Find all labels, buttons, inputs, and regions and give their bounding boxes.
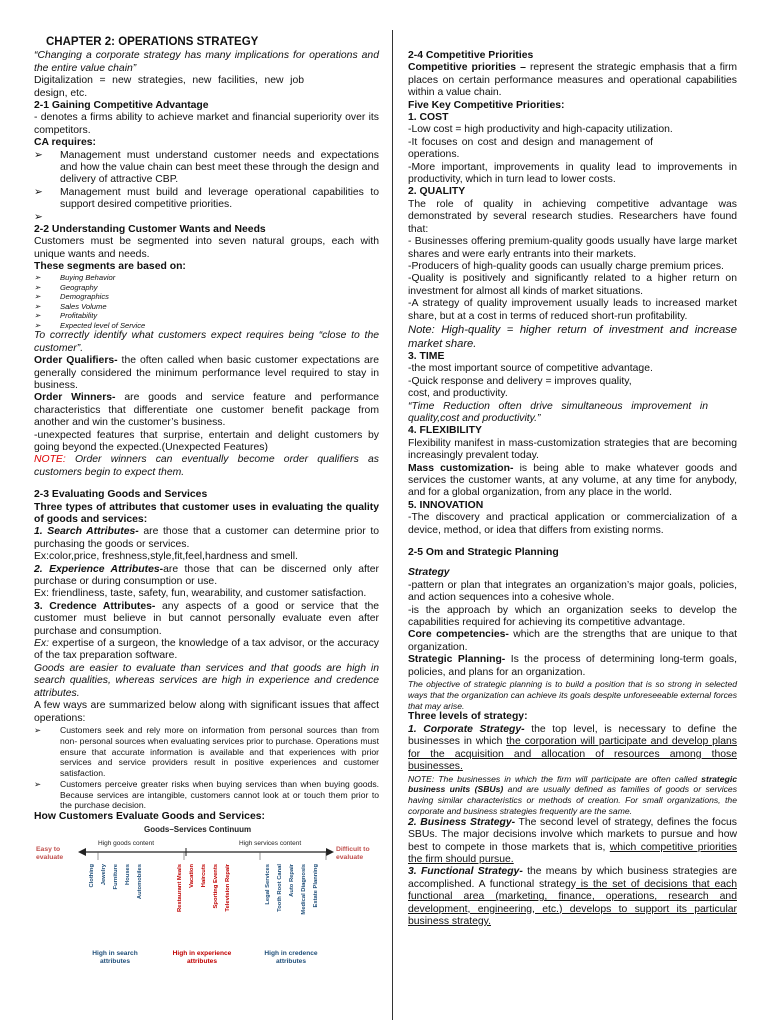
- strategic-planning-text: [408, 654, 737, 679]
- diagram-title: Goods–Services Continuum: [144, 824, 252, 834]
- operations-issues-list: [34, 725, 379, 811]
- corporate-strategy-underlined: the corporation will participate and develop plans for the acquisition and allocation of resources among those businesses.: [408, 736, 737, 773]
- flexibility-text: Flexibility manifest in mass-customization strategies that are becoming increasingly prevalent today.: [408, 437, 737, 462]
- time-line: cost, and productivity.: [408, 388, 508, 400]
- sbu-term: strategic business units (SBUs): [408, 773, 737, 795]
- unexpected-features-text: -unexpected features that surprise, entertain and delight customers by going beyond the expected.(Unexpected Features): [34, 429, 379, 453]
- difficult-to-evaluate-label: Difficult to evaluate: [336, 845, 370, 861]
- ca-requires-label: CA requires:: [34, 137, 96, 149]
- order-qualifiers-term: Order Qualifiers-: [34, 355, 118, 367]
- functional-strategy-term: 3. Functional Strategy-: [408, 866, 523, 878]
- search-attributes-term: 1. Search Attributes-: [34, 526, 139, 538]
- experience-attributes-text: [34, 564, 379, 589]
- right-column: [408, 50, 737, 928]
- core-competencies-text: [408, 629, 737, 654]
- list-item: [34, 212, 379, 224]
- item-label: Jewelry: [101, 863, 107, 885]
- segments-list: [34, 273, 379, 330]
- corporate-strategy-term: 1. Corporate Strategy-: [408, 723, 525, 735]
- quality-title: 2. QUALITY: [408, 186, 466, 198]
- list-item: ➢ Geography: [34, 283, 379, 293]
- item-label: Furniture: [113, 863, 119, 890]
- flexibility-title: 4. FLEXIBILITY: [408, 425, 482, 437]
- order-winners-term: Order Winners-: [34, 392, 116, 404]
- item-label: Auto Repair: [289, 863, 295, 897]
- core-competencies-definition: which are the strengths that are unique to that organization.: [408, 629, 737, 653]
- competitive-priorities-term: Competitive priorities –: [408, 62, 526, 74]
- quality-note: Note: High-quality = higher return of investment and increase market share.: [408, 323, 737, 350]
- high-services-label: High services content: [239, 839, 302, 847]
- section-2-5-title: 2-5 Om and Strategic Planning: [408, 547, 559, 559]
- functional-strategy-text: [408, 866, 737, 928]
- experience-attributes-example: Ex: friendliness, taste, safety, fun, wearability, and customer satisfaction.: [34, 588, 367, 600]
- cost-line: -More important, improvements in quality lead to improvements in productivity, which in turn lead to lower costs.: [408, 161, 737, 186]
- section-2-2-text: Customers must be segmented into seven natural groups, each with unique wants and needs.: [34, 236, 379, 260]
- competitive-priorities-text: [408, 62, 737, 99]
- item-label: Sporting Events: [213, 863, 219, 909]
- chapter-quote: “Changing a corporate strategy has many implications for operations and the entire value chain”: [34, 50, 379, 74]
- section-2-2-title: 2-2 Understanding Customer Wants and Needs: [34, 223, 266, 235]
- segments-title: These segments are based on:: [34, 260, 186, 272]
- business-strategy-definition: The second level of strategy, defines the focus SBUs. The major decisions involve which markets to pursue and how best to compete in those markets that is,: [408, 816, 737, 853]
- digitalization-text: Digitalization = new strategies, new facilities, new job design, etc.: [34, 75, 304, 99]
- mass-customization-term: Mass customization-: [408, 462, 514, 474]
- strategy-line: -pattern or plan that integrates an organization’s major goals, policies, and action sequences into a cohesive whole.: [408, 579, 737, 604]
- ca-requirements-list: [34, 150, 379, 224]
- corporate-strategy-text: [408, 724, 737, 774]
- easy-to-evaluate-label: Easy to evaluate: [36, 845, 64, 861]
- order-qualifiers-text: [34, 355, 379, 392]
- time-line: -Quick response and delivery = improves quality,: [408, 375, 632, 387]
- five-priorities-title: Five Key Competitive Priorities:: [408, 99, 565, 111]
- credence-attributes-definition: any aspects of a good or service that the customer must believe in but cannot personally evaluate even after purchase and consumption.: [34, 600, 380, 637]
- core-competencies-term: Core competencies-: [408, 629, 509, 641]
- section-2-3-title: 2-3 Evaluating Goods and Services: [34, 489, 208, 501]
- item-label: Vacation: [189, 863, 195, 888]
- search-attributes-example: Ex:color,price, freshness,style,fit,feel,hardness and smell.: [34, 551, 298, 563]
- list-item: ➢ Management must understand customer needs and expectations and how the value chain can best meet these through the design and delivery of attractive CBP.: [34, 150, 379, 187]
- order-qualifiers-definition: the often called when basic customer expectations are generally considered the minimum performance level required to stay in business.: [34, 355, 379, 391]
- search-footer: High in search attributes: [92, 949, 138, 965]
- list-item: ➢ Profitability: [34, 311, 379, 321]
- section-2-1-text: - denotes a firms ability to achieve market and financial superiority over its competitors.: [34, 112, 379, 136]
- sbu-note: [408, 774, 737, 817]
- search-attributes-definition: are those that a customer can determine prior to purchasing the goods or services.: [34, 526, 379, 550]
- time-line: -the most important source of competitive advantage.: [408, 363, 653, 375]
- item-label: Houses: [125, 863, 131, 885]
- cost-line: -It focuses on cost and design and management of operations.: [408, 136, 653, 161]
- time-title: 3. TIME: [408, 350, 445, 362]
- quality-line: The role of quality in achieving competitive advantage was demonstrated by several research studies. Researchers have found that:: [408, 198, 737, 235]
- item-label: Medical Diagnosis: [301, 863, 307, 915]
- quality-line: - Businesses offering premium-quality goods usually have large market shares and were early entrants into their markets.: [408, 236, 737, 260]
- time-quote: “Time Reduction often drive simultaneous improvement in quality,cost and productivity.”: [408, 400, 708, 424]
- quality-line: -Quality is positively and significantly related to a higher return on investment for almost all kinds of market situations.: [408, 273, 737, 297]
- list-item: ➢ Management must build and leverage operational capabilities to support desired competitive priorities.: [34, 187, 379, 212]
- list-item: ➢ Expected level of Service: [34, 321, 379, 331]
- item-label: Legal Services: [265, 863, 271, 905]
- goods-services-continuum-diagram: [34, 826, 379, 986]
- item-label: Restaurant Meals: [177, 863, 183, 912]
- note-text: Order winners can eventually become order qualifiers as customers begin to expect them.: [34, 454, 379, 478]
- example-label: Ex:: [34, 638, 50, 650]
- item-label: Automobiles: [137, 863, 143, 899]
- list-item: ➢ Demographics: [34, 292, 379, 302]
- column-divider: [392, 30, 393, 1020]
- credence-attributes-example: [34, 638, 379, 663]
- high-goods-label: High goods content: [98, 839, 155, 847]
- credence-footer: High in credence attributes: [264, 949, 318, 965]
- strategic-planning-objective: The objective of strategic planning is to build a position that is so strong in selected ways that the organization can achieve its goals despite unforeseeable external forces that may arise.: [408, 679, 737, 711]
- competitive-priorities-definition: represent the strategic emphasis that a firm places on certain performance measures and operational capabilities within a value chain.: [408, 62, 737, 99]
- item-label: Tooth Root Canal: [277, 863, 283, 912]
- credence-attributes-text: [34, 601, 379, 638]
- section-2-1-title: 2-1 Gaining Competitive Advantage: [34, 100, 209, 112]
- mass-customization-definition: is being able to make whatever goods and services the customer wants, at any volume, at any time for anybody, and for a global organization, from any place in the world.: [408, 462, 737, 499]
- business-strategy-term: 2. Business Strategy-: [408, 816, 516, 828]
- strategic-planning-definition: Is the process of determining long-term goals, policies, and plans for an organization.: [408, 654, 737, 678]
- experience-footer: High in experience attributes: [172, 949, 232, 965]
- order-winners-note: [34, 454, 379, 479]
- order-winners-definition: are goods and service feature and performance characteristics that differentiate one customer benefit package from another and win the customer’s business.: [34, 392, 379, 429]
- section-2-4-title: 2-4 Competitive Priorities: [408, 50, 534, 61]
- note-label: NOTE:: [34, 454, 66, 466]
- item-label: Estate Planning: [313, 863, 319, 908]
- innovation-title: 5. INNOVATION: [408, 499, 484, 511]
- continuum-arrow: [78, 848, 334, 860]
- functional-strategy-underlined: is the set of decisions that each functional area (marketing, finance, operations, research and development, engineering, etc.) develops to support its particular business strategy.: [408, 878, 737, 927]
- cost-line: -Low cost = high productivity and high-capacity utilization.: [408, 124, 673, 136]
- strategy-line: -is the approach by which an organization seeks to develop the capabilities required for achieving its competitive advantage.: [408, 604, 737, 629]
- section-2-3-intro: Three types of attributes that customer uses in evaluating the quality of goods and services:: [34, 501, 379, 525]
- example-text: expertise of a surgeon, the knowledge of a tax advisor, or the accuracy of the tax preparation software.: [34, 638, 379, 662]
- strategy-title: Strategy: [408, 567, 450, 579]
- item-label: Haircuts: [201, 863, 207, 887]
- three-levels-title: Three levels of strategy:: [408, 711, 528, 723]
- functional-strategy-definition: the means by which business strategies are accomplished. A functional strategy: [408, 866, 737, 890]
- business-strategy-text: [408, 817, 737, 867]
- list-item: ➢ Customers seek and rely more on information from personal sources than from non- personal sources when evaluating services prior to purchase. Operations must ensure that accurate information is available and that experiences with prior services and service providers result in positive experiences and customer satisfaction.: [34, 725, 379, 779]
- few-ways-text: A few ways are summarized below along with significant issues that affect operations:: [34, 700, 379, 724]
- list-item: ➢ Customers perceive greater risks when buying services than when buying goods. Because services are intangible, customers cannot look at or touch them prior to the purchase decision.: [34, 779, 379, 811]
- innovation-text: -The discovery and practical application or commercialization of a device, method, or idea that differs from existing norms.: [408, 512, 737, 536]
- mass-customization-text: [408, 463, 737, 500]
- item-label: Television Repair: [225, 863, 231, 912]
- credence-attributes-term: 3. Credence Attributes-: [34, 600, 156, 612]
- sbu-note-continued: and are usually defined as families of goods or services having similar characteristics or methods of creation. For small organizations, the corporate and business strategies frequently are the same.: [408, 784, 737, 816]
- search-attributes-text: [34, 526, 379, 551]
- experience-attributes-term: 2. Experience Attributes-: [34, 563, 164, 575]
- goods-easier-text: Goods are easier to evaluate than services and that goods are high in search qualities, whereas services are high in experience and credence attributes.: [34, 662, 379, 699]
- list-item: ➢ Sales Volume: [34, 302, 379, 312]
- quality-line: -A strategy of quality improvement usually leads to increased market share, but at a cost in terms of reduced short-run profitability.: [408, 298, 737, 322]
- business-strategy-underlined: which competitive priorities the firm should pursue.: [408, 841, 738, 865]
- corporate-strategy-definition: the top level, is necessary to define the businesses in which: [408, 723, 737, 748]
- sbu-note-text: NOTE: The businesses in which the firm will participate are often called: [408, 773, 702, 784]
- order-winners-text: [34, 392, 379, 429]
- quality-line: -Producers of high-quality goods can usually charge premium prices.: [408, 260, 724, 272]
- left-column: [34, 36, 379, 986]
- close-to-customer-text: To correctly identify what customers expect requires being “close to the customer”.: [34, 330, 379, 354]
- strategic-planning-term: Strategic Planning-: [408, 654, 506, 666]
- chapter-title: CHAPTER 2: OPERATIONS STRATEGY: [46, 36, 259, 48]
- how-customers-evaluate-title: How Customers Evaluate Goods and Services:: [34, 811, 265, 823]
- item-label: Clothing: [89, 863, 95, 888]
- list-item: ➢ Buying Behavior: [34, 273, 379, 283]
- cost-title: 1. COST: [408, 112, 449, 124]
- experience-attributes-definition: are those that can be discerned only after purchase or during consumption or use.: [34, 563, 379, 588]
